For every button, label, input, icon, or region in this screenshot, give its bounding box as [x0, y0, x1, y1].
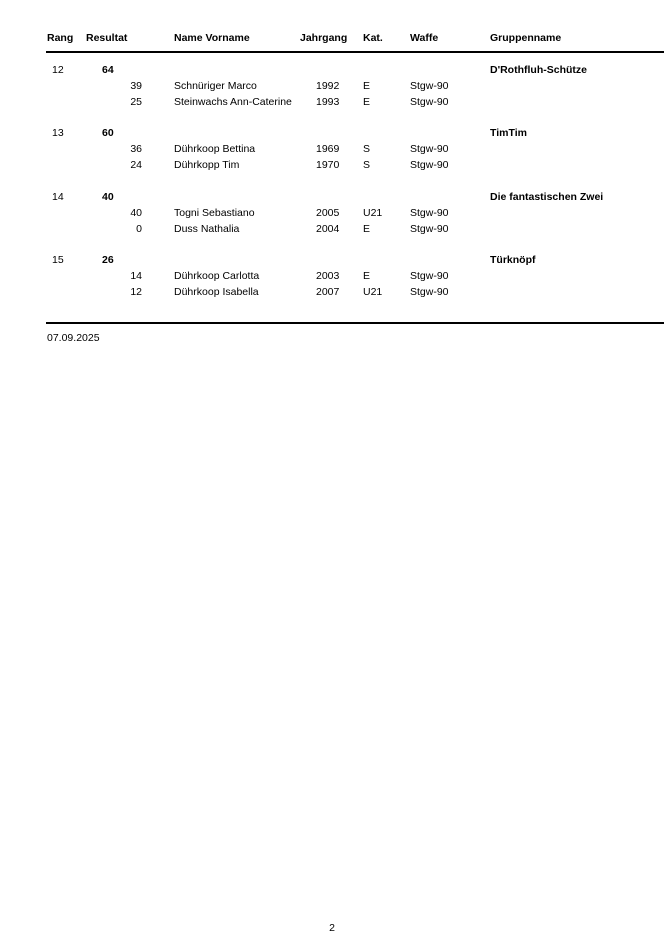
- member-name: Togni Sebastiano: [174, 207, 255, 219]
- column-header-name: Name Vorname: [174, 32, 250, 44]
- group-rang: 12: [52, 64, 64, 76]
- member-waffe: Stgw-90: [410, 143, 449, 155]
- column-header-kat: Kat.: [363, 32, 383, 44]
- member-resultat: 25: [130, 96, 142, 108]
- member-waffe: Stgw-90: [410, 286, 449, 298]
- member-jahrgang: 2005: [316, 207, 340, 219]
- group-resultat: 64: [102, 64, 114, 76]
- member-waffe: Stgw-90: [410, 159, 449, 171]
- member-name: Steinwachs Ann-Caterine: [174, 96, 292, 108]
- member-kat: E: [363, 96, 371, 108]
- group-resultat: 26: [102, 254, 114, 266]
- print-date: 07.09.2025: [47, 332, 100, 344]
- member-kat: E: [363, 80, 371, 92]
- group-resultat: 40: [102, 191, 114, 203]
- group-rang: 13: [52, 127, 64, 139]
- member-resultat: 14: [130, 270, 142, 282]
- group-gruppenname: Die fantastischen Zwei: [490, 191, 604, 203]
- member-kat: S: [363, 159, 371, 171]
- member-resultat: 40: [130, 207, 142, 219]
- column-header-rang: Rang: [47, 32, 74, 44]
- member-resultat: 39: [130, 80, 142, 92]
- member-waffe: Stgw-90: [410, 223, 449, 235]
- member-jahrgang: 2003: [316, 270, 340, 282]
- group-gruppenname: D'Rothfluh-Schütze: [490, 64, 587, 76]
- member-name: Dührkopp Tim: [174, 159, 240, 171]
- header-rule: [46, 51, 664, 53]
- member-jahrgang: 2007: [316, 286, 340, 298]
- member-kat: E: [363, 223, 371, 235]
- member-name: Dührkoop Isabella: [174, 286, 259, 298]
- column-header-gruppenname: Gruppenname: [490, 32, 562, 44]
- page-number: 2: [329, 922, 335, 934]
- member-kat: S: [363, 143, 371, 155]
- footer-rule: [46, 322, 664, 324]
- member-resultat: 36: [130, 143, 142, 155]
- member-name: Dührkoop Carlotta: [174, 270, 260, 282]
- column-header-resultat: Resultat: [86, 32, 128, 44]
- member-name: Schnüriger Marco: [174, 80, 257, 92]
- member-waffe: Stgw-90: [410, 96, 449, 108]
- member-waffe: Stgw-90: [410, 270, 449, 282]
- member-resultat: 0: [136, 223, 142, 235]
- group-resultat: 60: [102, 127, 114, 139]
- member-jahrgang: 1969: [316, 143, 340, 155]
- member-waffe: Stgw-90: [410, 80, 449, 92]
- group-gruppenname: Türknöpf: [490, 254, 536, 266]
- group-rang: 14: [52, 191, 64, 203]
- group-rang: 15: [52, 254, 64, 266]
- member-resultat: 12: [130, 286, 142, 298]
- member-jahrgang: 1993: [316, 96, 340, 108]
- member-waffe: Stgw-90: [410, 207, 449, 219]
- column-header-jahrgang: Jahrgang: [300, 32, 348, 44]
- member-name: Duss Nathalia: [174, 223, 240, 235]
- member-jahrgang: 1992: [316, 80, 340, 92]
- member-kat: U21: [363, 286, 383, 298]
- column-header-waffe: Waffe: [410, 32, 439, 44]
- member-jahrgang: 2004: [316, 223, 340, 235]
- group-gruppenname: TimTim: [490, 127, 527, 139]
- member-jahrgang: 1970: [316, 159, 340, 171]
- member-kat: E: [363, 270, 371, 282]
- member-kat: U21: [363, 207, 383, 219]
- member-resultat: 24: [130, 159, 142, 171]
- member-name: Dührkoop Bettina: [174, 143, 256, 155]
